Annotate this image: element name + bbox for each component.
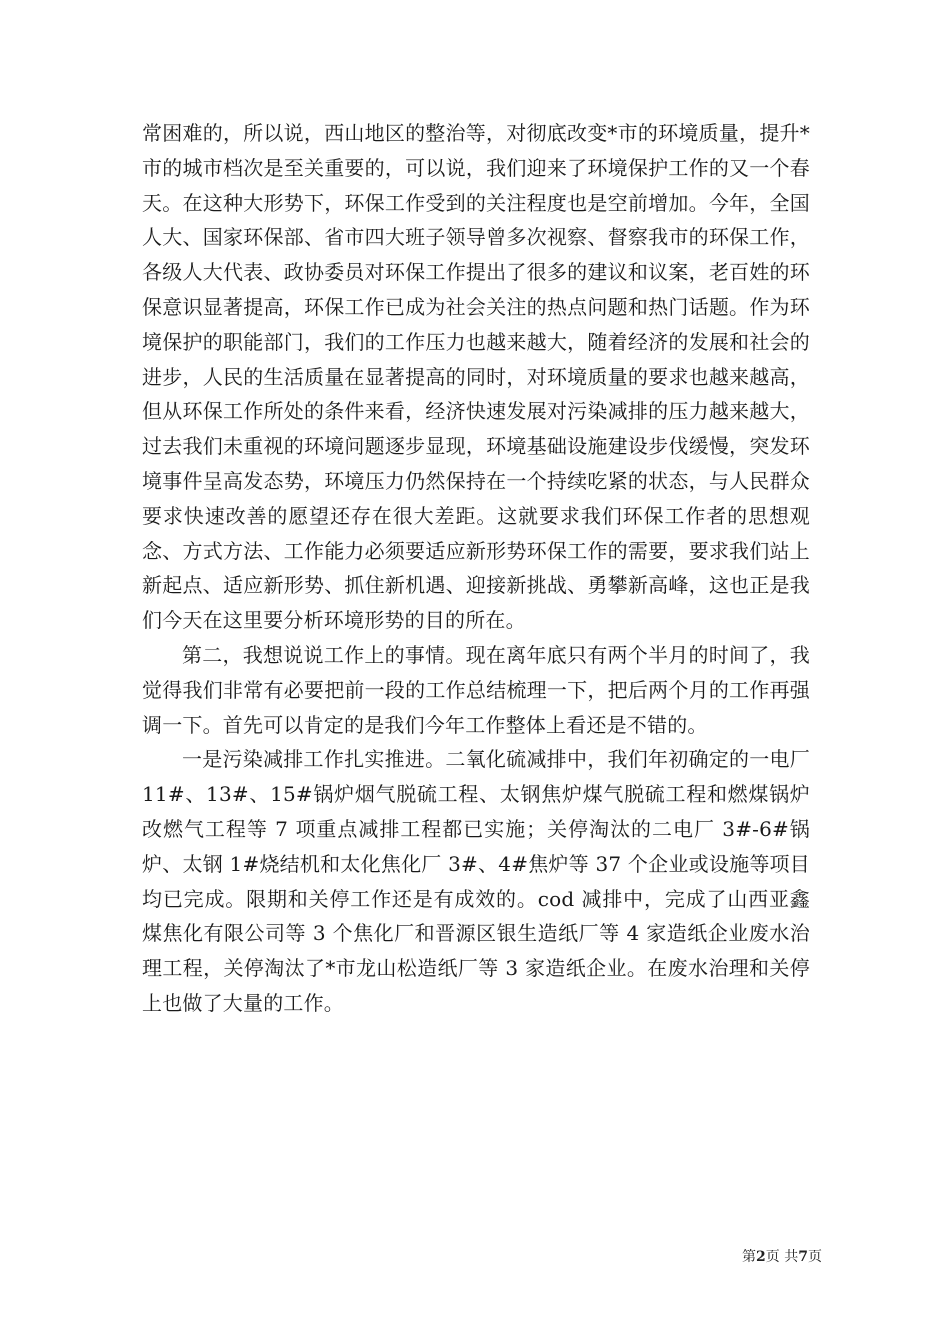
- paragraph-2: 第二，我想说说工作上的事情。现在离年底只有两个半月的时间了，我觉得我们非常有必要把前一段的工作总结梳理一下，把后两个月的工作再强调一下。首先可以肯定的是我们今年工作整体上看还是不错的。: [142, 642, 810, 737]
- total-page-count: 7: [798, 1249, 808, 1265]
- current-page-number: 2: [756, 1249, 766, 1265]
- paragraph-1: 常困难的，所以说，西山地区的整治等，对彻底改变*市的环境质量，提升*市的城市档次是至关重要的，可以说，我们迎来了环境保护工作的又一个春天。在这种大形势下，环保工作受到的关注程度也是空前增加。今年，全国人大、国家环保部、省市四大班子领导曾多次视察、督察我市的环保工作，各级人大代表、政协委员对环保工作提出了很多的建议和议案，老百姓的环保意识显著提高，环保工作已成为社会关注的热点问题和热门话题。作为环境保护的职能部门，我们的工作压力也越来越大，随着经济的发展和社会的进步，人民的生活质量在显著提高的同时，对环境质量的要求也越来越高，但从环保工作所处的条件来看，经济快速发展对污染减排的压力越来越大，过去我们未重视的环境问题逐步显现，环境基础设施建设步伐缓慢，突发环境事件呈高发态势，环境压力仍然保持在一个持续吃紧的状态，与人民群众要求快速改善的愿望还存在很大差距。这就要求我们环保工作者的思想观念、方式方法、工作能力必须要适应新形势环保工作的需要，要求我们站上新起点、适应新形势、抓住新机遇、迎接新挑战、勇攀新高峰，这也正是我们今天在这里要分析环境形势的目的所在。: [142, 121, 810, 633]
- paragraph-3: 一是污染减排工作扎实推进。二氧化硫减排中，我们年初确定的一电厂 11#、13#、15#锅炉烟气脱硫工程、太钢焦炉煤气脱硫工程和燃煤锅炉改燃气工程等 7 项重点减排工程都已实施；关停淘汰的二电厂 3#-6#锅炉、太钢 1#烧结机和太化焦化厂 3#、4#焦炉等 37 个企业或设施等项目均已完成。限期和关停工作还是有成效的。cod 减排中，完成了山西亚鑫煤焦化有限公司等 3 个焦化厂和晋源区银生造纸厂等 4 家造纸企业废水治理工程，关停淘汰了*市龙山松造纸厂等 3 家造纸企业。在废水治理和关停上也做了大量的工作。: [142, 747, 810, 1015]
- footer-middle: 页 共: [765, 1249, 799, 1265]
- footer-suffix: 页: [808, 1249, 822, 1265]
- footer-prefix: 第: [742, 1249, 757, 1265]
- body-text: [142, 116, 810, 1021]
- page-number-footer: [742, 1248, 822, 1266]
